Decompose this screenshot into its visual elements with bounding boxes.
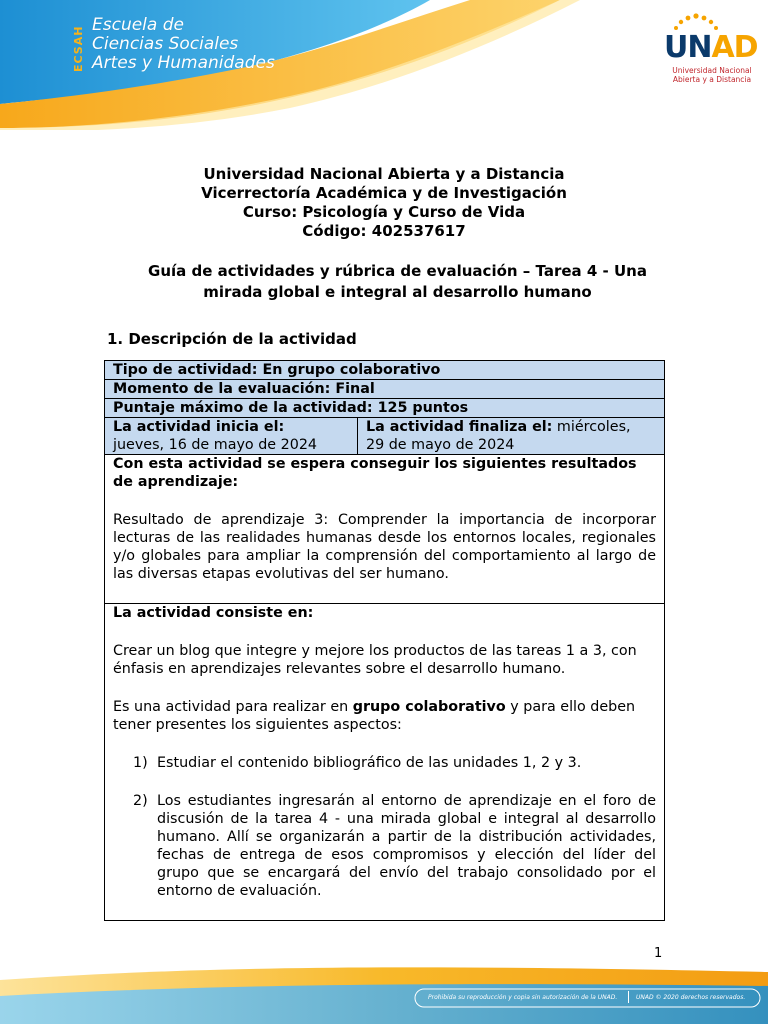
ecsah-badge: ECSAH: [72, 25, 85, 73]
activity-description: Crear un blog que integre y mejore los productos de las tareas 1 a 3, con énfasis en aprendizajes relevantes sobre el desarrollo humano.: [113, 643, 637, 677]
steps-list: [113, 754, 656, 900]
course-code: Código: 402537617: [302, 222, 466, 240]
table-row: [105, 604, 665, 921]
end-date-weekday: miércoles,: [552, 419, 631, 435]
school-name-line: Escuela de: [92, 15, 184, 35]
university-title: Universidad Nacional Abierta y a Distancia: [203, 165, 565, 183]
logo-dots-icon: [666, 12, 726, 32]
start-label: La actividad inicia el:: [113, 419, 285, 435]
footer-wave-graphic: [0, 962, 768, 1024]
collaborative-intro: Es una actividad para realizar en grupo colaborativo y para ello deben tener presentes los siguientes aspectos:: [113, 699, 636, 733]
logo-wordmark: UNAD: [664, 30, 758, 65]
document-footer: [0, 962, 768, 1024]
table-row: [105, 418, 665, 455]
list-item: 1) Estudiar el contenido bibliográfico de las unidades 1, 2 y 3.: [133, 755, 582, 771]
end-label: La actividad finaliza el:: [366, 419, 553, 435]
footer-rights: UNAD © 2020 derechos reservados.: [636, 994, 746, 1001]
learning-results-cell: [105, 455, 665, 604]
section-heading: 1. Descripción de la actividad: [107, 330, 357, 348]
table-row: [105, 380, 665, 399]
table-row: [105, 361, 665, 380]
table-row: [105, 455, 665, 604]
table-row: [105, 399, 665, 418]
activity-type-cell: Tipo de actividad: En grupo colaborativo: [105, 361, 665, 380]
end-date-cell: [358, 418, 665, 455]
vice-rectory-title: Vicerrectoría Académica y de Investigación: [201, 184, 567, 202]
max-score-cell: Puntaje máximo de la actividad: 125 puntos: [105, 399, 665, 418]
footer-copy-notice: Prohibida su reproducción y copia sin autorización de la UNAD.: [428, 994, 618, 1001]
activity-details-cell: [105, 604, 665, 921]
evaluation-moment-cell: Momento de la evaluación: Final: [105, 380, 665, 399]
school-name: [92, 16, 292, 73]
school-name-line: Ciencias Sociales: [92, 34, 239, 54]
school-name-line: Artes y Humanidades: [92, 53, 275, 73]
expected-results-heading: Con esta actividad se espera conseguir los siguientes resultados de aprendizaje:: [113, 456, 637, 490]
document-titles: [100, 165, 668, 241]
end-date: 29 de mayo de 2024: [366, 437, 515, 453]
document-header: [0, 0, 768, 130]
logo-subtitle: Universidad Nacional Abierta y a Distancia: [672, 66, 752, 84]
activity-description-table: [104, 360, 665, 921]
course-title: Curso: Psicología y Curso de Vida: [242, 203, 526, 221]
start-date: jueves, 16 de mayo de 2024: [113, 437, 318, 453]
guide-title: Guía de actividades y rúbrica de evaluación – Tarea 4 - Una mirada global e integral al desarrollo humano: [148, 262, 647, 301]
page-number: 1: [654, 946, 663, 961]
list-item: 2) Los estudiantes ingresarán al entorno de aprendizaje en el foro de discusión de la tarea 4 - una mirada global e integral al desarrollo humano. Allí se organizarán a partir de la distribución actividades, fechas de entrega de esos compromisos y elección del líder del grupo que se encargará del envío del trabajo consolidado por el entorno de evaluación.: [133, 793, 656, 899]
start-date-cell: [105, 418, 358, 455]
footer-divider: [628, 991, 629, 1003]
activity-consists-heading: La actividad consiste en:: [113, 605, 314, 621]
learning-outcome-text: Resultado de aprendizaje 3: Comprender la importancia de incorporar lecturas de las realidades humanas desde los entornos locales, regionales y/o globales para ampliar la comprensión del comportamiento al largo de las diversas etapas evolutivas del ser humano.: [113, 512, 656, 582]
unad-logo: [658, 18, 758, 88]
